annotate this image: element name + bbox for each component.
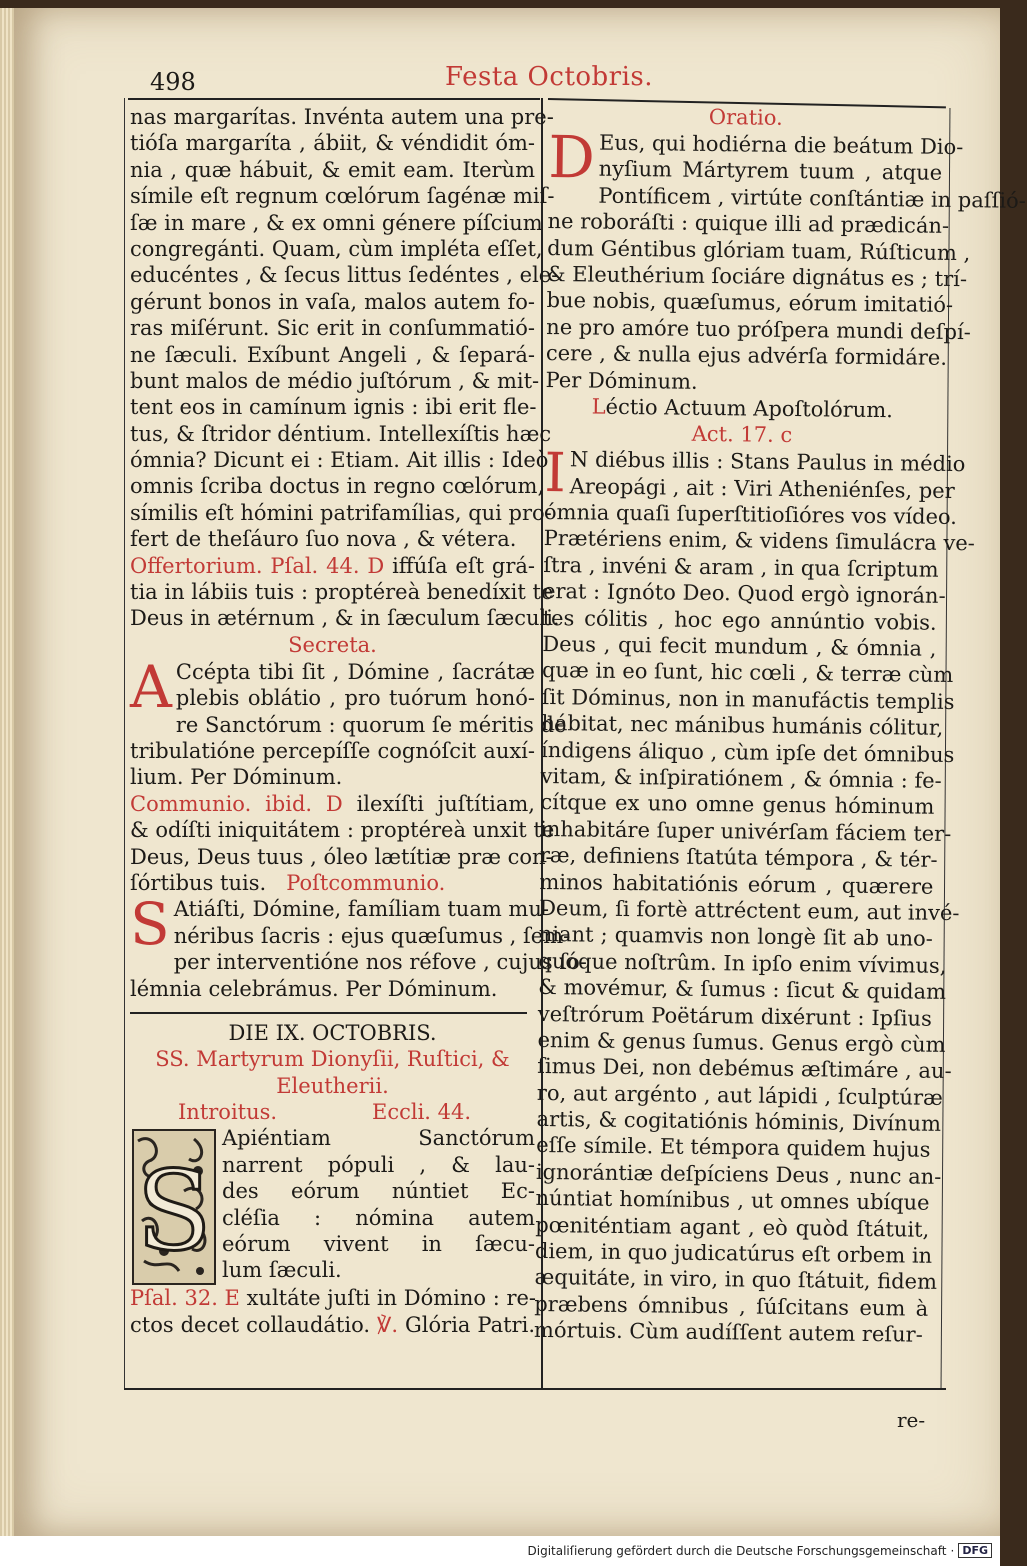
- text-line: ignorántiæ deſpíciens Deus , nunc an-: [535, 1159, 942, 1189]
- introit-line: narrent pópuli , & lau-: [222, 1152, 535, 1177]
- secreta-line: lium. Per Dóminum.: [130, 765, 343, 790]
- text-line: ómnia quaſi ſuperſtitioſióres vos vídeo.: [543, 500, 958, 530]
- text-line: ſimus Dei, non debémus æſtimáre , au-: [537, 1054, 952, 1084]
- text-line: minos habitatiónis eórum , quærere: [539, 869, 934, 899]
- oratio-heading: Oratio.: [708, 104, 783, 130]
- text-line: & Eleuthérium ſociáre dignátus es ; trí-: [546, 261, 968, 292]
- feast-date: DIE IX. OCTOBRIS.: [228, 1020, 437, 1045]
- text-line: ras miſérunt. Sic erit in conſummatió-: [130, 316, 535, 341]
- text-line: bunt malos de médio juſtórum , & mit-: [130, 368, 540, 393]
- communio-line: Communio. ibid. D ilexíſti juſtítiam,: [130, 791, 535, 816]
- psalm-line: ctos decet collaudátio. ℣. Glória Patri.: [130, 1312, 535, 1337]
- text-line: nyſium Mártyrem tuum , atque: [598, 157, 943, 186]
- communio-line: ſórtibus tuis. Poſtcommunio.: [130, 870, 446, 895]
- lectio-heading: Léctio Actuum Apoſtolórum.: [591, 394, 894, 423]
- text-line: congregánti. Quam, cùm impléta eſſet,: [130, 236, 543, 261]
- text-line: ſtra , invéni & aram , in qua ſcriptum: [543, 552, 939, 582]
- text-line: ne roboráſti : quique illi ad prædicán-: [547, 209, 950, 239]
- left-column-rule: [124, 98, 125, 1388]
- postcommunio-initial: S: [130, 890, 170, 959]
- psalm-label: Pſal. 32. E: [130, 1286, 240, 1311]
- text-line: & movémur, & ſumus : ſicut & quidam: [538, 975, 947, 1005]
- text-line: artis, & cogitatiónis hóminis, Divínum: [536, 1106, 942, 1136]
- secreta-line: Ccépta tibi ſit , Dómine , ſacrátæ: [175, 659, 535, 684]
- text-line: vitam, & inſpiratiónem , & ómnia : fe-: [540, 763, 942, 793]
- versicle-icon: ℣.: [377, 1312, 399, 1337]
- ornament-icon: [134, 1131, 214, 1283]
- postcommunio-line: néribus ſacris : ejus quæſumus , ſem-: [173, 923, 571, 948]
- introit-block: [130, 1125, 535, 1285]
- text-line: dum Géntibus glóriam tuam, Rúſticum ,: [547, 235, 971, 265]
- woodcut-letter: S: [136, 1147, 212, 1276]
- feast-title: SS. Martyrum Dionyſii, Ruſtici, &: [155, 1047, 510, 1072]
- secreta-block: [130, 652, 567, 791]
- lectio-block: [533, 441, 976, 1348]
- text-line: símile eſt regnum cœlórum ſagénæ miſ-: [130, 184, 555, 209]
- text-line: gérunt bonos in vaſa, malos autem fo-: [130, 289, 535, 314]
- text-line: inhabitáre ſuper univérſam fáciem ter-: [539, 816, 952, 846]
- text-line: N diébus illis : Stans Paulus in médio: [569, 447, 966, 477]
- secreta-initial: A: [130, 652, 172, 721]
- gospel-text: [130, 104, 559, 553]
- text-line: nia , quæ hábuit, & emit eam. Iterùm: [130, 157, 535, 182]
- introit-line: eórum vivent in ſæcu-: [222, 1232, 535, 1257]
- communio-label: Communio. ibid. D: [130, 791, 343, 816]
- footer-bar: [0, 1536, 1000, 1566]
- lectio-reference: Act. 17. c: [691, 422, 793, 448]
- postcommunio-line: lémnia celebrámus. Per Dóminum.: [130, 976, 498, 1001]
- text-line: ro, aut argénto , aut lápidi , ſculptúræ: [536, 1080, 943, 1110]
- text-line: quóque noſtrûm. In ipſo enim vívimus,: [538, 948, 947, 978]
- text-line: tióſa margaríta , ábiit, & véndidit óm-: [130, 131, 535, 156]
- text-line: índigens áliquo , cùm ipſe det ómnibus: [540, 737, 955, 767]
- postcommunio-line: Atiáſti, Dómine, famíliam tuam mu-: [173, 897, 549, 922]
- text-line: cere , & nulla ejus advérſa formidáre.: [545, 341, 948, 371]
- introit-line: cléſia : nómina autem: [222, 1205, 535, 1230]
- text-line: Per Dóminum.: [545, 367, 698, 394]
- secreta-heading: Secreta.: [288, 632, 377, 657]
- text-line: tes cólitis , hoc ego annúntio vobis.: [542, 605, 937, 635]
- introit-line: Apiéntiam Sanctórum: [222, 1126, 535, 1151]
- text-line: Deum, ſi fortè attréctent eum, aut invé-: [539, 895, 960, 926]
- postcommunio-heading: Poſtcommunio.: [286, 870, 446, 895]
- feast-title: Eleutherii.: [276, 1073, 389, 1098]
- text-line: mórtuis. Cùm audíſſent autem reſur-: [533, 1318, 923, 1347]
- text-line: fert de theſáuro ſuo nova , & vétera.: [130, 527, 517, 552]
- text-line: præbens ómnibus , ſúſcitans eum à: [534, 1291, 929, 1321]
- oratio-block: [545, 122, 1026, 398]
- text-line: cítque ex uno omne genus hóminum: [540, 790, 935, 820]
- text-line: tent eos in camínum ignis : ibi erit fle-: [130, 395, 537, 420]
- text-line: enim & genus ſumus. Genus ergò cùm: [537, 1027, 946, 1057]
- text-line: ne ſæculi. Exíbunt Angeli , & ſepará-: [130, 342, 535, 367]
- right-column: [533, 102, 1026, 1348]
- running-title: Festa Octobris.: [445, 62, 654, 92]
- text-line: erat : Ignóto Deo. Quod ergò ignorán-: [542, 579, 946, 609]
- text-line: ſit Dóminus, non in manufáctis templis: [541, 684, 955, 714]
- text-line: veſtrórum Poëtárum dixérunt : Ipſius: [537, 1001, 932, 1031]
- text-line: ne pro amóre tuo próſpera mundi deſpí-: [546, 314, 971, 344]
- text-line: símilis eſt hómini patrifamílias, qui pro-: [130, 500, 552, 525]
- introit-heading-row: [130, 1099, 535, 1125]
- text-line: diem, in quo judicatúrus eſt orbem in: [534, 1238, 933, 1268]
- introit-reference: Eccli. 44.: [372, 1100, 472, 1125]
- postcommunio-line: per interventióne nos réfove , cujus ſo-: [173, 950, 587, 975]
- psalm-line: Pſal. 32. E xultáte juſti in Dómino : re-: [130, 1286, 536, 1311]
- oratio-text: [545, 122, 1026, 398]
- secreta-line: plebis oblátio , pro tuórum honó-: [175, 686, 535, 711]
- text-line: núntiat homínibus , ut omnes ubíque: [535, 1186, 930, 1215]
- text-line: æquitáte, in viro, in quo ſtátuit, fidem: [534, 1265, 938, 1295]
- text-line: eſſe símile. Et témpora quidem hujus: [536, 1133, 931, 1163]
- woodcut-initial-s: [132, 1129, 216, 1285]
- text-line: pœniténtiam agant , eò quòd ſtátuit,: [535, 1212, 930, 1242]
- communio-line: & odíſti iniquitátem : proptéreà unxit te: [130, 818, 555, 843]
- text-line: Eus, qui hodiérna die beátum Dio-: [598, 130, 964, 160]
- text-line: niant ; quamvis non longè ſit ab uno-: [538, 922, 933, 952]
- introit-line: lum ſæculi.: [222, 1258, 342, 1283]
- bottom-rule: [124, 1388, 946, 1390]
- postcommunio-block: [130, 890, 587, 1002]
- catchword: re-: [897, 1408, 926, 1432]
- text-line: educéntes , & ſecus littus ſedéntes , ele-: [130, 263, 559, 288]
- text-line: Pontíficem , virtúte conſtántiæ in paſſió-: [598, 183, 1026, 213]
- lectio-text: [533, 441, 976, 1348]
- credit-text: Digitaliſierung gefördert durch die Deutsche Forschungsgemeinschaft: [527, 1543, 947, 1558]
- oratio-initial: D: [547, 122, 596, 192]
- page-number: 498: [150, 68, 196, 96]
- secreta-line: re Sanctórum : quorum ſe méritis de: [175, 712, 567, 737]
- text-line: ræ, definiens ſtatúta témpora , & tér-: [539, 843, 938, 872]
- offertorium-line: tia in lábiis tuis : proptéreà benedíxit te: [130, 580, 554, 605]
- introit-label: Introitus.: [178, 1100, 278, 1125]
- text-line: Prætériens enim, & videns ſimulácra ve-: [543, 526, 976, 556]
- dfg-logo: DFG: [958, 1543, 992, 1558]
- offertorium-line: Offertorium. Pſal. 44. D iffúſa eſt grá-: [130, 553, 535, 578]
- introit-line: des eórum núntiet Ec-: [222, 1179, 535, 1204]
- text-line: ómnia? Dicunt ei : Etiam. Ait illis : Ideò: [130, 448, 549, 473]
- text-line: bue nobis, quæſumus, eórum imitatió-: [546, 288, 954, 318]
- offertorium-label: Offertorium. Pſal. 44. D: [130, 553, 385, 578]
- offertorium-line: Deus in ætérnum , & in ſæculum ſæculi.: [130, 606, 560, 631]
- text-line: Deus , qui fecit mundum , & ómnia ,: [542, 631, 937, 661]
- top-rule-left: [128, 98, 540, 100]
- text-line: omnis ſcriba doctus in regno cœlórum,: [130, 474, 545, 499]
- text-line: ſæ in mare , & ex omni génere píſcium: [130, 210, 543, 235]
- left-column: [130, 104, 587, 1338]
- text-line: tus, & ſtridor déntium. Intellexíſtis hæc: [130, 421, 552, 446]
- secreta-line: tribulatióne percepíſſe cognóſcit auxí-: [130, 738, 535, 763]
- lectio-initial: I: [544, 441, 567, 505]
- text-line: hábitat, nec mánibus humánis cólitur,: [541, 711, 944, 741]
- text-line: quæ in eo ſunt, hic cœli , & terræ cùm: [541, 658, 954, 688]
- text-line: nas margarítas. Invénta autem una pre-: [130, 105, 554, 129]
- text-line: Areopági , ait : Viri Atheniénſes, per: [569, 473, 955, 503]
- section-divider: [130, 1012, 527, 1014]
- digitization-credit: Digitaliſierung gefördert durch die Deutsche Forschungsgemeinschaft · DFG: [528, 1543, 993, 1558]
- communio-line: Deus, Deus tuus , óleo lætítiæ præ con-: [130, 844, 553, 869]
